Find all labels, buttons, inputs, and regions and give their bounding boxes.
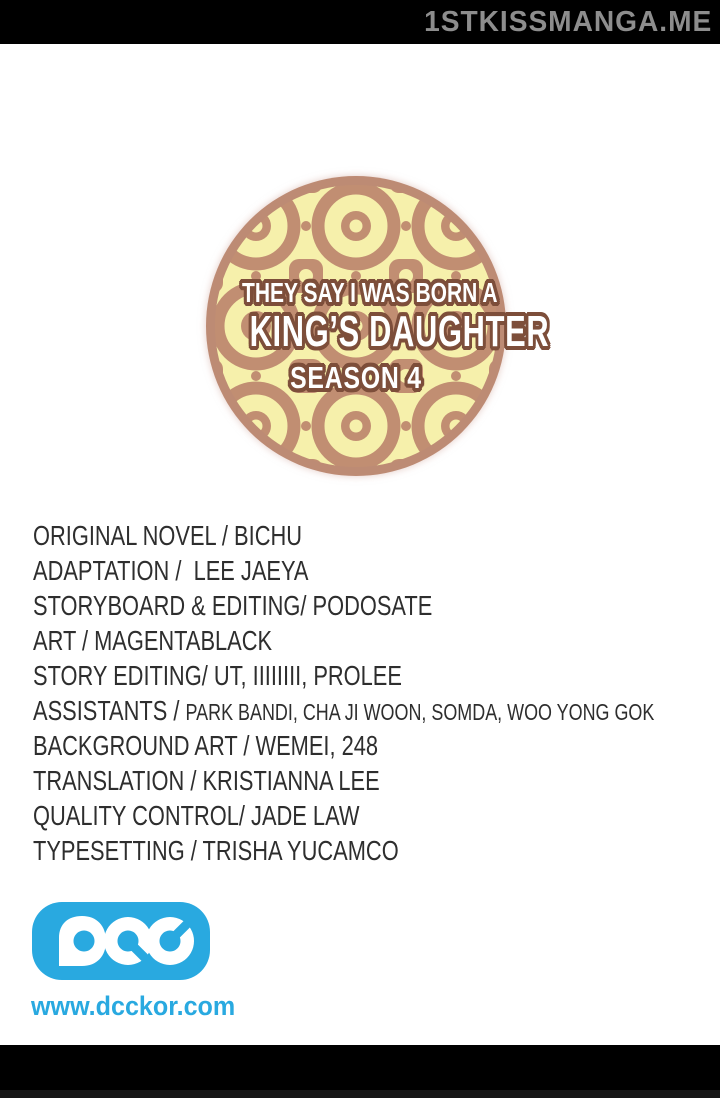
credit-line-assistants: ASSISTANTS / PARK BANDI, CHA JI WOON, SOMDA, WOO YONG GOK bbox=[33, 695, 655, 726]
dcc-logo-icon bbox=[32, 902, 210, 980]
footer-bar bbox=[0, 1045, 720, 1098]
credit-line-quality-control: QUALITY CONTROL/ JADE LAW bbox=[33, 800, 360, 831]
credit-line-background-art: BACKGROUND ART / WEMEI, 248 bbox=[33, 730, 379, 761]
series-title-line2: KING’S DAUGHTER bbox=[249, 307, 550, 356]
credit-line-storyboard-editing: STORYBOARD & EDITING/ PODOSATE bbox=[33, 590, 433, 621]
credit-line-typesetting: TYPESETTING / TRISHA YUCAMCO bbox=[33, 835, 399, 866]
series-title bbox=[204, 174, 550, 478]
credit-line-translation: TRANSLATION / KRISTIANNA LEE bbox=[33, 765, 380, 796]
credits-list bbox=[33, 518, 713, 868]
series-emblem bbox=[204, 174, 550, 478]
credit-line-art: ART / MAGENTABLACK bbox=[33, 625, 273, 656]
credit-line-adaptation: ADAPTATION / LEE JAEYA bbox=[33, 555, 309, 586]
series-title-line3: SEASON 4 bbox=[290, 360, 422, 395]
credit-line-original-novel: ORIGINAL NOVEL / BICHU bbox=[33, 520, 303, 551]
credit-line-story-editing: STORY EDITING/ UT, IIIIIIII, PROLEE bbox=[33, 660, 402, 691]
site-title: 1STKISSMANGA.ME bbox=[424, 5, 713, 38]
series-title-line1: THEY SAY I WAS BORN A bbox=[242, 277, 498, 308]
footer-inner-strip bbox=[0, 1090, 720, 1098]
site-header bbox=[0, 0, 720, 44]
publisher-website: www.dcckor.com bbox=[31, 991, 236, 1021]
